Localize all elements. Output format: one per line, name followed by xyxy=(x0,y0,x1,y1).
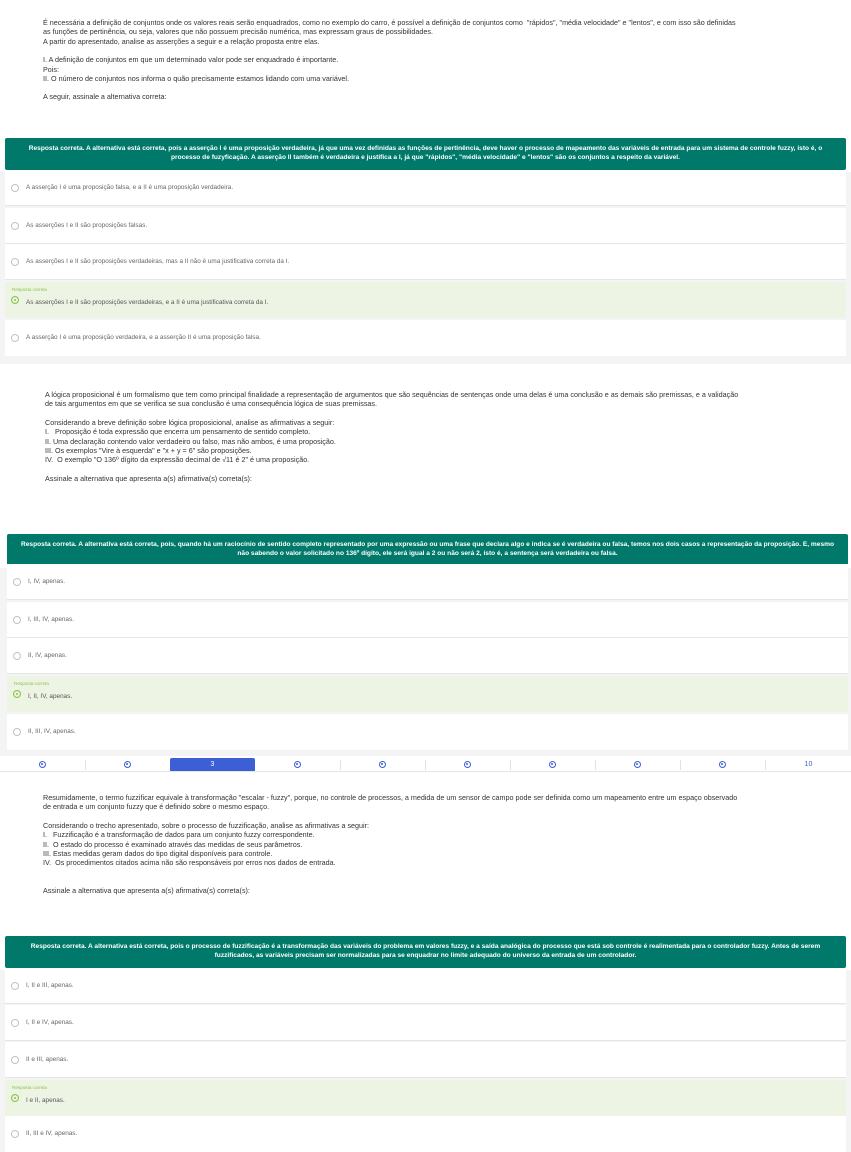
radio-selected-icon[interactable] xyxy=(13,690,21,698)
stem-line: as funções de pertinência, ou seja, valores que não possuem precisão numérica, mas expressam graus de possibilidades. xyxy=(43,27,433,37)
answered-dot-icon xyxy=(39,761,46,768)
stem-line: II. Uma declaração contendo valor verdadeiro ou falso, mas não ambos, é uma proposição. xyxy=(45,436,336,446)
stem-line: I. Fuzzificação é a transformação de dados para um conjunto fuzzy correspondente. xyxy=(43,830,315,840)
stem-line: II. O estado do processo é examinado através das medidas de seus parâmetros. xyxy=(43,839,303,849)
answer-option[interactable] xyxy=(7,602,848,638)
option-label: A asserção I é uma proposição verdadeira, e a asserção II é uma proposição falsa. xyxy=(26,334,261,341)
stem-line: Considerando o trecho apresentado, sobre o processo de fuzzificação, analise as afirmativas a seguir: xyxy=(43,820,370,830)
correct-answer-tag: Resposta correta xyxy=(12,1085,47,1090)
nav-question-8[interactable] xyxy=(595,758,680,772)
correct-answer-tag: Resposta correta xyxy=(12,287,47,292)
answer-option-correct[interactable] xyxy=(7,676,848,712)
answer-option-correct[interactable] xyxy=(5,1080,846,1116)
option-label: I, II e III, apenas. xyxy=(26,981,74,989)
question-1 xyxy=(0,0,851,364)
stem-line: II. O número de conjuntos nos informa o quão precisamente estamos lidando com uma variável. xyxy=(43,74,350,84)
option-label: I, III, IV, apenas. xyxy=(28,615,74,623)
nav-question-10[interactable]: 10 xyxy=(804,761,813,768)
radio-button-icon[interactable] xyxy=(11,258,19,266)
option-label: As asserções I e II são proposições verdadeiras, mas a II não é uma justificativa correta da I. xyxy=(26,257,290,265)
answered-dot-icon xyxy=(464,761,471,768)
answer-option[interactable] xyxy=(5,968,846,1004)
answer-option[interactable] xyxy=(7,564,848,600)
nav-question-5[interactable] xyxy=(340,758,425,772)
nav-question-3[interactable]: 3 xyxy=(170,758,255,772)
correct-answer-tag: Resposta correta xyxy=(14,681,49,686)
stem-line: III. Os exemplos "Vire à esquerda" e "x + y = 6" são proposições. xyxy=(45,446,252,456)
option-label: II, IV, apenas. xyxy=(28,651,67,659)
stem-line: A lógica proposicional é um formalismo que tem como principal finalidade a representação de argumentos que são sequências de sentenças onde uma delas é uma conclusão e as demais são premissas, e a validação xyxy=(45,390,739,399)
option-label: II, III, IV, apenas. xyxy=(28,728,76,735)
stem-line: A seguir, assinale a alternativa correta: xyxy=(43,92,167,102)
stem-line: A partir do apresentado, analise as asserções a seguir e a relação proposta entre elas. xyxy=(43,36,320,46)
radio-button-icon[interactable] xyxy=(13,728,21,736)
answer-option[interactable] xyxy=(5,1116,846,1152)
radio-button-icon[interactable] xyxy=(11,222,19,230)
answered-dot-icon xyxy=(719,761,726,768)
stem-line: Pois: xyxy=(43,64,59,74)
stem-line: É necessária a definição de conjuntos onde os valores reais serão enquadrados, como no exemplo do carro, é possível a definição de conjuntos como "rápidos", "média velocidade" e "lentos", e com isso são definidas xyxy=(43,18,736,27)
answer-option[interactable] xyxy=(5,320,846,356)
option-label: As asserções I e II são proposições falsas. xyxy=(26,221,148,229)
radio-button-icon[interactable] xyxy=(11,1019,19,1027)
radio-button-icon[interactable] xyxy=(11,1130,19,1138)
radio-selected-icon[interactable] xyxy=(11,1094,19,1102)
option-label: I, II, IV, apenas. xyxy=(28,693,73,700)
radio-button-icon[interactable] xyxy=(11,184,19,192)
question-stem xyxy=(45,390,835,483)
answer-option[interactable] xyxy=(7,714,848,750)
answer-option[interactable] xyxy=(5,244,846,280)
answered-dot-icon xyxy=(549,761,556,768)
answer-option[interactable] xyxy=(5,1005,846,1041)
stem-line: Considerando a breve definição sobre lógica proposicional, analise as afirmativas a seguir: xyxy=(45,417,335,427)
answer-option[interactable] xyxy=(5,208,846,244)
feedback-banner: Resposta correta. A alternativa está correta, pois o processo de fuzzificação é a transformação das variáveis do problema em valores fuzzy, e a saída analógica do processo que está sob controle é realimentada para o controlador fuzzy. Antes de serem fuzzificados, as variáveis precisam ser normalizadas para se enquadrar no limite adequado do universo da entrada de um controlador. xyxy=(5,936,846,968)
option-label: A asserção I é uma proposição falsa, e a II é uma proposição verdadeira. xyxy=(26,183,234,191)
nav-question-1[interactable] xyxy=(0,758,85,772)
feedback-banner: Resposta correta. A alternativa está correta, pois, quando há um raciocínio de sentido completo representado por uma expressão ou uma frase que declara algo e indica se é verdadeira ou falsa, temos nos dois casos a representação da proposição. E, mesmo não sabendo o valor solicitado no 136º dígito, ele será igual a 2 ou não será 2, isto é, a sentença será verdadeira ou falsa. xyxy=(7,534,848,566)
answered-dot-icon xyxy=(634,761,641,768)
radio-button-icon[interactable] xyxy=(13,616,21,624)
question-navigation xyxy=(0,756,851,772)
nav-question-9[interactable] xyxy=(680,758,765,772)
radio-button-icon[interactable] xyxy=(11,334,19,342)
option-label: I, II e IV, apenas. xyxy=(26,1018,74,1026)
question-stem xyxy=(43,793,833,895)
answered-dot-icon xyxy=(294,761,301,768)
nav-question-4[interactable] xyxy=(255,758,340,772)
answer-option[interactable] xyxy=(5,1042,846,1078)
option-label: I e II, apenas. xyxy=(26,1097,65,1104)
stem-line: IV. O exemplo "O 136º dígito da expressão decimal de √11 é 2" é uma proposição. xyxy=(45,455,310,465)
stem-line: de tais argumentos em que se verifica se sua conclusão é uma consequência lógica de suas premissas. xyxy=(45,399,378,409)
stem-line: Assinale a alternativa que apresenta a(s) afirmativa(s) correta(s): xyxy=(43,885,250,895)
stem-line: I. Proposição é toda expressão que encerra um pensamento de sentido completo. xyxy=(45,427,311,437)
stem-line: Resumidamente, o termo fuzzificar equivale à transformação "escalar - fuzzy", porque, no controle de processos, a medida de um sensor de campo pode ser definida como um mapeamento entre um espaço observado xyxy=(43,793,738,802)
radio-button-icon[interactable] xyxy=(13,652,21,660)
nav-question-7[interactable] xyxy=(510,758,595,772)
stem-line: de entrada e um conjunto fuzzy que é definido sobre o mesmo espaço. xyxy=(43,802,270,812)
answered-dot-icon xyxy=(124,761,131,768)
answer-option[interactable] xyxy=(7,638,848,674)
option-label: II, III e IV, apenas. xyxy=(26,1130,78,1137)
stem-line: III. Estas medidas geram dados do tipo digital disponíveis para controle. xyxy=(43,849,273,859)
answer-option[interactable] xyxy=(5,170,846,206)
answer-option-correct[interactable] xyxy=(5,282,846,318)
stem-line: I. A definição de conjuntos em que um determinado valor pode ser enquadrado é importante. xyxy=(43,55,339,65)
radio-button-icon[interactable] xyxy=(13,578,21,586)
option-label: As asserções I e II são proposições verdadeiras, e a II é uma justificativa correta da I. xyxy=(26,299,269,306)
question-stem xyxy=(43,18,833,102)
question-3 xyxy=(0,772,851,1152)
answered-dot-icon xyxy=(379,761,386,768)
stem-line: Assinale a alternativa que apresenta a(s) afirmativa(s) correta(s): xyxy=(45,473,252,483)
nav-question-6[interactable] xyxy=(425,758,510,772)
radio-button-icon[interactable] xyxy=(11,982,19,990)
question-2 xyxy=(0,364,851,756)
option-label: II e III, apenas. xyxy=(26,1055,69,1063)
option-label: I, IV, apenas. xyxy=(28,577,66,585)
stem-line: IV. Os procedimentos citados acima não são responsáveis por erros nos dados de entrada. xyxy=(43,858,336,868)
radio-selected-icon[interactable] xyxy=(11,296,19,304)
nav-question-2[interactable] xyxy=(85,758,170,772)
radio-button-icon[interactable] xyxy=(11,1056,19,1064)
feedback-banner: Resposta correta. A alternativa está correta, pois a asserção I é uma proposição verdadeira, já que uma vez definidas as funções de pertinência, deve haver o processo de mapeamento das variáveis de entrada para um sistema de controle fuzzy, isto é, o processo de fuzyficação. A asserção II também é verdadeira e justifica a I, já que "rápidos", "média velocidade" e "lentos" são os conjuntos a respeito da variável. xyxy=(5,138,846,170)
